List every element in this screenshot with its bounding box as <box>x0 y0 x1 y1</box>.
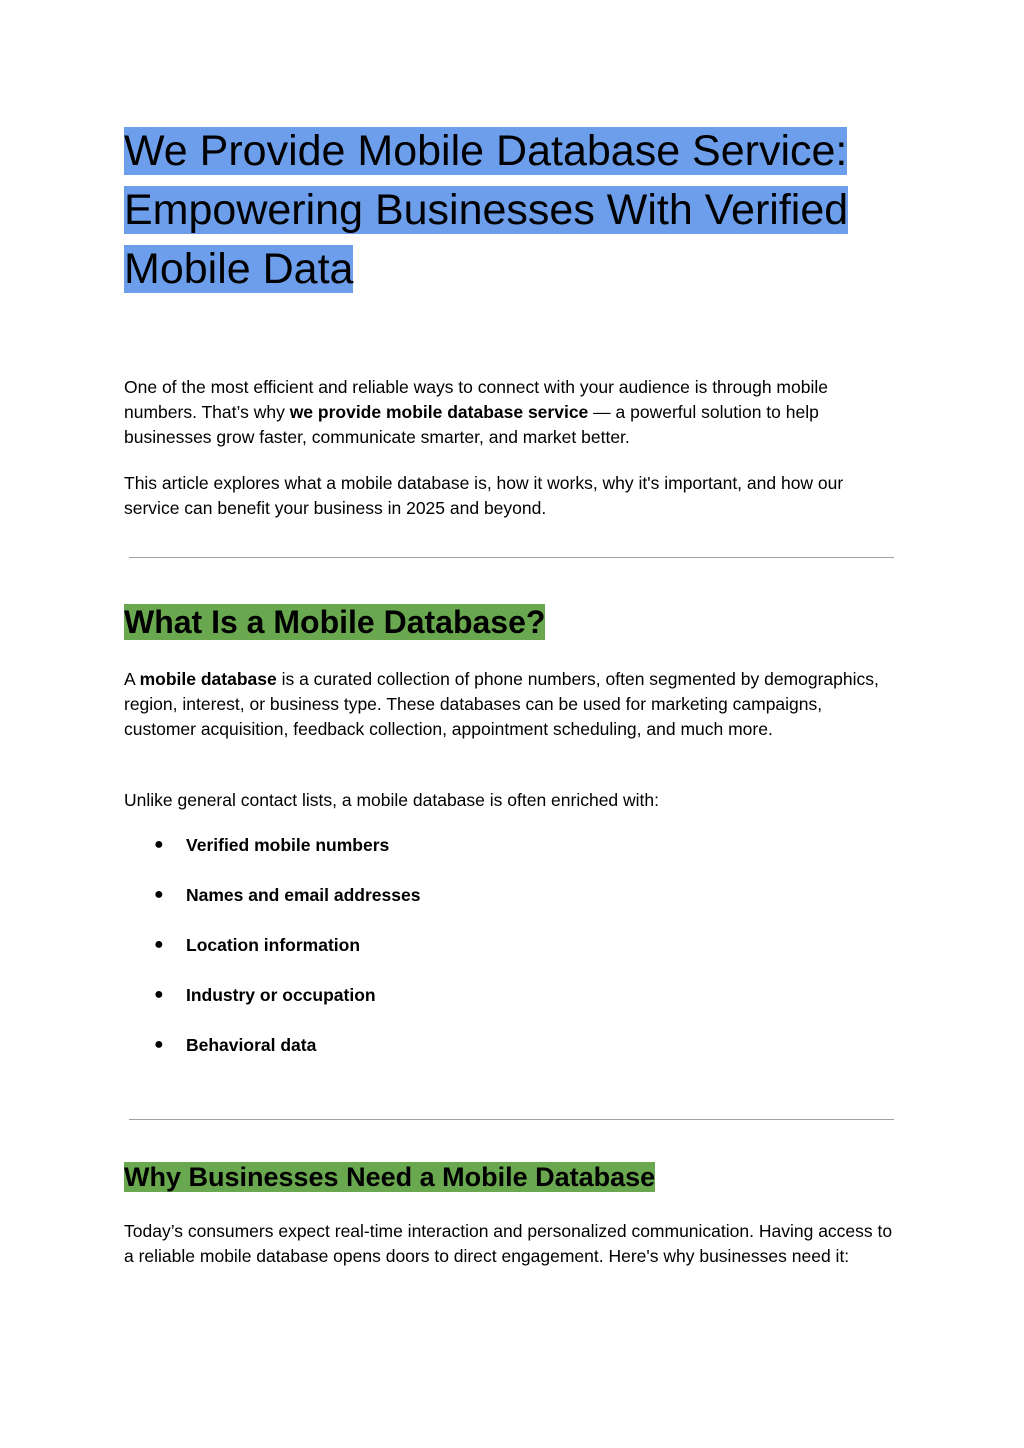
section-heading-why-need-text: Why Businesses Need a Mobile Database <box>124 1162 656 1192</box>
section2-paragraph-1: Today’s consumers expect real-time interaction and personalized communication. Having access to a reliable mobile database opens doors to direct engagement. Here's why businesses need it: <box>124 1221 893 1266</box>
list-item <box>124 1032 824 1082</box>
intro-paragraph-1 <box>124 375 894 450</box>
section1-paragraph-2: Unlike general contact lists, a mobile database is often enriched with: <box>124 790 660 810</box>
section1-text-a: A <box>124 669 140 689</box>
intro-paragraph-2: This article explores what a mobile database is, how it works, why it's important, and how our service can benefit your business in 2025 and beyond. <box>124 473 844 518</box>
bullet-icon: ● <box>154 886 164 903</box>
bullet-icon: ● <box>154 936 164 953</box>
list-item-text: Behavioral data <box>186 1035 317 1055</box>
bullet-icon: ● <box>154 836 164 853</box>
section-heading-why-need <box>124 1160 655 1194</box>
bullet-icon: ● <box>154 986 164 1003</box>
section-heading-what-is-text: What Is a Mobile Database? <box>124 604 546 640</box>
section-heading-what-is <box>124 602 545 642</box>
bullet-icon: ● <box>154 1036 164 1053</box>
list-item <box>124 932 824 982</box>
section1-text-b: is a curated collection of phone numbers, often segmented by demographics, region, interest, or business type. These databases can be used for marketing campaigns, customer acquisition, feedback collection, appointment scheduling, and much more. <box>124 669 879 739</box>
list-item <box>124 882 824 932</box>
horizontal-divider <box>129 1119 894 1120</box>
document-title-text: We Provide Mobile Database Service: Empowering Businesses With Verified Mobile Data <box>124 127 849 293</box>
list-item <box>124 832 824 882</box>
section1-bold-term: mobile database <box>139 669 277 689</box>
document-title <box>124 122 894 299</box>
list-item-text: Location information <box>186 935 361 955</box>
intro-text-a: One of the most efficient and reliable ways to connect with your audience is through mobile numbers. That’s why <box>124 377 828 422</box>
horizontal-divider <box>129 557 894 558</box>
list-item <box>124 982 824 1032</box>
intro-text-b: — a powerful solution to help businesses grow faster, communicate smarter, and market better. <box>124 402 819 447</box>
list-item-text: Industry or occupation <box>186 985 376 1005</box>
section1-paragraph-1 <box>124 667 894 742</box>
list-item-text: Names and email addresses <box>186 885 421 905</box>
intro-bold-phrase: we provide mobile database service <box>289 402 589 422</box>
feature-bullet-list <box>124 832 824 1082</box>
list-item-text: Verified mobile numbers <box>186 835 390 855</box>
